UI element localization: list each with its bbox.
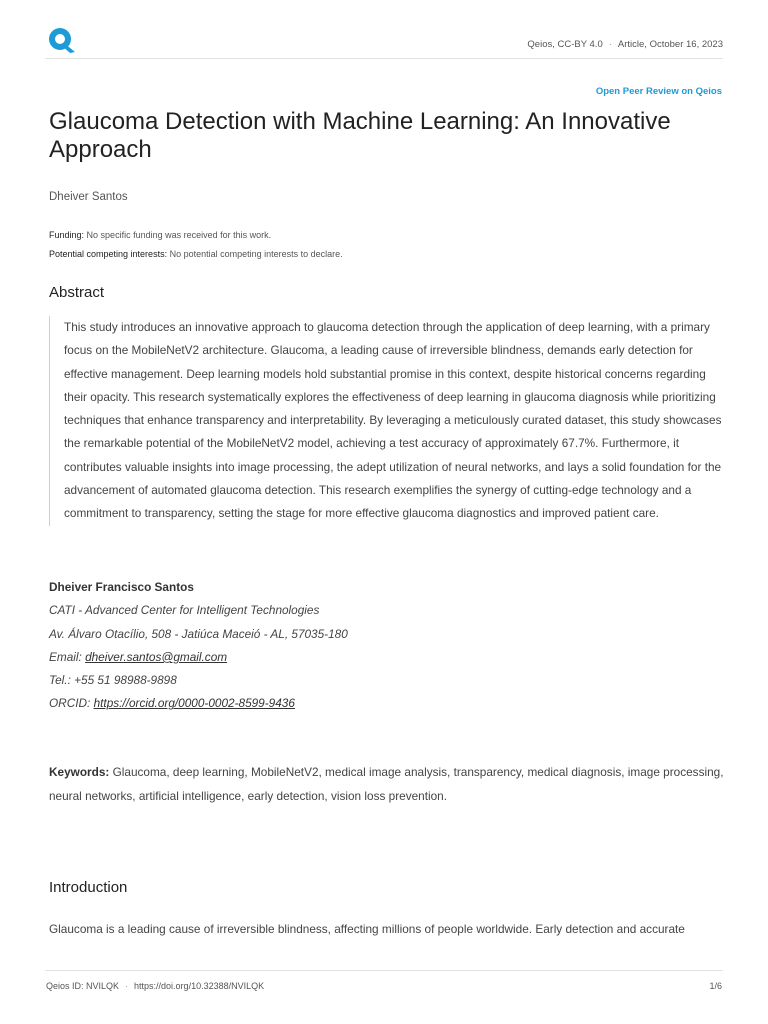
email-link[interactable]: dheiver.santos@gmail.com: [85, 649, 228, 664]
page-header: [0, 0, 768, 60]
affiliation-orcid-line: [49, 692, 729, 715]
article-type-date: Article, October 16, 2023: [617, 39, 723, 50]
orcid-link[interactable]: https://orcid.org/0000-0002-8599-9436: [93, 696, 295, 711]
affiliation-institution: CATI - Advanced Center for Intelligent Technologies: [49, 603, 320, 618]
affiliation-author-name: Dheiver Francisco Santos: [49, 580, 194, 594]
article-title: Glaucoma Detection with Machine Learning: An Innovative Approach: [49, 108, 671, 163]
footer-identifiers: [46, 981, 264, 991]
license-text: Qeios, CC-BY 4.0: [527, 39, 603, 50]
competing-interests-text: No potential competing interests to declare.: [169, 249, 343, 259]
header-separator: ·: [608, 39, 612, 50]
competing-interests-statement: [49, 249, 343, 259]
funding-statement: [49, 230, 271, 240]
header-divider: [45, 58, 723, 59]
email-label: Email:: [49, 649, 86, 664]
funding-label: Funding:: [49, 230, 85, 240]
page-number: 1/6: [709, 981, 722, 991]
open-peer-review-link[interactable]: Open Peer Review on Qeios: [595, 86, 722, 97]
doi-link[interactable]: https://doi.org/10.32388/NVILQK: [134, 981, 265, 991]
author-affiliation: [49, 576, 729, 716]
introduction-text: Glaucoma is a leading cause of irreversible blindness, affecting millions of people worldwide. Early detection and accurate: [49, 922, 685, 936]
author-name[interactable]: Dheiver Santos: [49, 191, 128, 203]
footer-separator: ·: [125, 981, 129, 991]
affiliation-tel: Tel.: +55 51 98988-9898: [49, 673, 177, 688]
keywords-label: Keywords:: [49, 765, 110, 779]
qeios-q-logo-icon[interactable]: [46, 26, 78, 54]
abstract-text: This study introduces an innovative approach to glaucoma detection through the application of deep learning, with a primary focus on the MobileNetV2 architecture. Glaucoma, a leading cause of irreversible blindness, demands early detection for effective management. Deep learning models hold substantial promise in this context, despite historical concerns regarding their opacity. This research systematically explores the effectiveness of deep learning in glaucoma diagnosis while prioritizing techniques that enhance transparency and interpretability. By leveraging a meticulously curated dataset, this study showcases the remarkable potential of the MobileNetV2 model, achieving a test accuracy of approximately 67.7%. Furthermore, it contributes valuable insights into image processing, the adept utilization of neural networks, and lays a solid foundation for the advancement of automated glaucoma detection. This research exemplifies the synergy of cutting-edge technology and a commitment to transparency, setting the stage for more effective glaucoma diagnostics and improved patient care.: [64, 320, 722, 521]
qeios-id: Qeios ID: NVILQK: [46, 981, 120, 991]
header-meta: [527, 39, 723, 50]
introduction-heading: Introduction: [49, 879, 128, 896]
abstract-body: [49, 316, 724, 526]
footer-divider: [45, 970, 723, 971]
abstract-heading: Abstract: [49, 284, 105, 301]
orcid-label: ORCID:: [49, 696, 94, 711]
affiliation-address: Av. Álvaro Otacílio, 508 - Jatiúca Maceió - AL, 57035-180: [49, 626, 348, 641]
keywords-text: Glaucoma, deep learning, MobileNetV2, medical image analysis, transparency, medical diagnosis, image processing, neural networks, artificial intelligence, early detection, vision loss prevention.: [49, 765, 724, 803]
keywords: [49, 760, 729, 808]
funding-text: No specific funding was received for this work.: [86, 230, 272, 240]
affiliation-email-line: [49, 646, 729, 669]
competing-interests-label: Potential competing interests:: [49, 249, 168, 259]
